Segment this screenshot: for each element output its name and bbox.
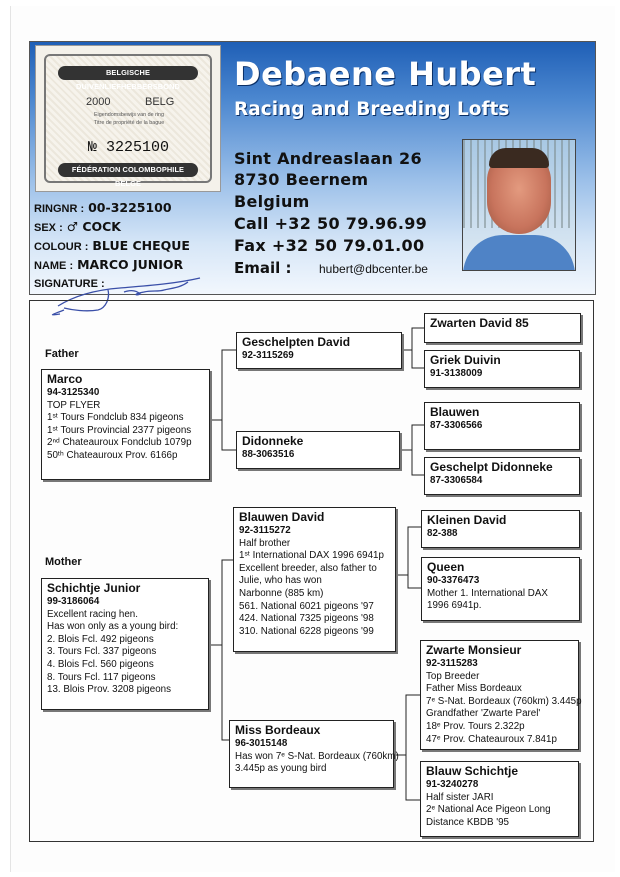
- mother-line: 8. Tours Fcl. 117 pigeons: [47, 671, 156, 683]
- mother-line: Has won only as a young bird:: [47, 621, 179, 633]
- mother-line: 3. Tours Fcl. 337 pigeons: [47, 646, 157, 658]
- certificate-year: 2000: [86, 96, 111, 108]
- ancestor-box-5: [421, 510, 580, 548]
- owner-name: Debaene Hubert: [234, 55, 537, 93]
- grandparent-mf-line: 1ˢᵗ International DAX 1996 6941p: [239, 550, 384, 562]
- certificate-bottom-banner: FÉDÉRATION COLOMBOPHILE BELGE: [58, 163, 198, 177]
- certificate-top-banner: BELGISCHE DUIVENLIEFHEBBERSBOND: [58, 66, 198, 80]
- grandparent-mm-box: [229, 720, 399, 788]
- ancestor-box-8: [420, 761, 579, 837]
- ancestor-name: Blauwen: [430, 405, 480, 419]
- ancestor-line: Half sister JARI: [426, 791, 494, 803]
- ancestor-name: Blauw Schichtje: [426, 764, 519, 778]
- mother-label: Mother: [45, 556, 82, 568]
- father-label: Father: [45, 348, 79, 360]
- father-line: 1ˢᵗ Tours Provincial 2377 pigeons: [47, 424, 192, 436]
- name-label: NAME :: [34, 260, 74, 272]
- father-line: TOP FLYER: [47, 399, 101, 411]
- grandparent-ff-ring: 92-3115269: [242, 350, 294, 361]
- ancestor-box-2: [424, 350, 580, 388]
- ancestor-ring: 87-3306584: [430, 475, 483, 486]
- grandparent-mf-line: Excellent breeder, also father to: [239, 562, 377, 574]
- connector-gp-fm: [400, 425, 424, 475]
- father-ring: 94-3125340: [47, 387, 100, 398]
- connector-father: [210, 350, 236, 450]
- signature-label: SIGNATURE :: [34, 278, 105, 290]
- ancestor-name: Zwarte Monsieur: [426, 643, 522, 657]
- ancestor-ring: 82-388: [427, 528, 458, 539]
- ancestor-name: Geschelpt Didonneke: [430, 460, 553, 474]
- certificate-subtitle-nl: Eigendomsbewijs van de ring: [93, 112, 165, 118]
- grandparent-mf-line: Half brother: [239, 537, 291, 549]
- grandparent-mm-ring: 96-3015148: [235, 738, 288, 749]
- ancestor-line: 2ᵉ National Ace Pigeon Long: [426, 804, 551, 816]
- father-line: 1ˢᵗ Tours Fondclub 834 pigeons: [47, 412, 184, 424]
- phone-number: Call +32 50 79.96.99: [234, 214, 428, 233]
- grandparent-mm-line: 3.445p as young bird: [235, 763, 327, 775]
- father-name: Marco: [47, 372, 83, 386]
- mother-line: 4. Blois Fcl. 560 pigeons: [47, 658, 154, 670]
- father-line: 50ᵗʰ Chateauroux Prov. 6166p: [47, 449, 178, 461]
- ancestor-line: 1996 6941p.: [427, 600, 482, 612]
- ancestor-ring: 87-3306566: [430, 420, 483, 431]
- ancestor-line: Mother 1. International DAX: [427, 587, 548, 599]
- grandparent-mf-line: 310. National 6228 pigeons '99: [239, 625, 374, 637]
- grandparent-mm-line: Has won 7ᵉ S-Nat. Bordeaux (760km): [235, 750, 399, 762]
- ancestor-line: 18ᵉ Prov. Tours 2.322p: [426, 720, 525, 732]
- ancestor-ring: 91-3138009: [430, 368, 483, 379]
- ancestor-box-3: [424, 402, 580, 450]
- connector-gp-mm: [394, 695, 420, 800]
- owner-subtitle: Racing and Breeding Lofts: [234, 99, 510, 120]
- ancestor-ring: 91-3240278: [426, 779, 479, 790]
- grandparent-mf-name: Blauwen David: [239, 510, 325, 524]
- grandparent-mf-line: Narbonne (885 km): [239, 587, 324, 599]
- ancestor-box-1: [424, 313, 581, 343]
- ancestor-name: Zwarten David 85: [430, 316, 529, 330]
- sex-value: COCK: [82, 219, 121, 234]
- ancestor-name: Queen: [427, 560, 465, 574]
- mother-ring: 99-3186064: [47, 596, 100, 607]
- ancestor-name: Kleinen David: [427, 513, 507, 527]
- ancestor-line: Father Miss Bordeaux: [426, 683, 522, 695]
- father-line: 2ⁿᵈ Chateauroux Fondclub 1079p: [47, 437, 192, 449]
- ancestor-box-4: [424, 457, 580, 495]
- mother-line: 13. Blois Prov. 3208 pigeons: [47, 684, 171, 696]
- ancestor-box-6: [421, 557, 580, 621]
- father-box: [41, 369, 210, 480]
- ring-number-value: 00-3225100: [88, 200, 172, 215]
- pigeon-name-value: MARCO JUNIOR: [77, 257, 184, 272]
- address-country: Belgium: [234, 192, 310, 211]
- sex-label: SEX :: [34, 222, 63, 234]
- grandparent-mf-box: [233, 507, 396, 652]
- mother-line: 2. Blois Fcl. 492 pigeons: [47, 633, 154, 645]
- certificate-number: № 3225100: [88, 139, 170, 156]
- grandparent-fm-ring: 88-3063516: [242, 449, 295, 460]
- connector-gp-mf: [396, 527, 421, 588]
- grandparent-mf-ring: 92-3115272: [239, 525, 291, 536]
- grandparent-fm-name: Didonneke: [242, 434, 304, 448]
- email-label: Email :: [234, 259, 292, 277]
- grandparent-mm-name: Miss Bordeaux: [235, 723, 321, 737]
- mother-line: Excellent racing hen.: [47, 608, 138, 620]
- ancestor-line: Grandfather 'Zwarte Parel': [426, 708, 541, 720]
- ancestor-name: Griek Duivin: [430, 353, 501, 367]
- certificate-country: BELG: [145, 96, 175, 108]
- mother-name: Schichtje Junior: [47, 581, 141, 595]
- ancestor-line: Top Breeder: [426, 670, 480, 682]
- ancestor-line: 47ᵉ Prov. Chateauroux 7.841p: [426, 733, 557, 745]
- colour-value: BLUE CHEQUE: [92, 238, 190, 253]
- ring-number-label: RINGNR :: [34, 203, 85, 215]
- ancestor-ring: 90-3376473: [427, 575, 480, 586]
- colour-label: COLOUR :: [34, 241, 89, 253]
- fax-number: Fax +32 50 79.01.00: [234, 236, 425, 255]
- connector-mother: [209, 560, 233, 740]
- connector-gp-ff: [402, 328, 424, 368]
- address-city: 8730 Beernem: [234, 170, 369, 189]
- address-street: Sint Andreaslaan 26: [234, 149, 422, 168]
- ancestor-ring: 92-3115283: [426, 658, 478, 669]
- ancestor-line: 7ᵉ S-Nat. Bordeaux (760km) 3.445p: [426, 695, 582, 707]
- certificate-subtitle-fr: Titre de propriété de la bague: [93, 120, 165, 126]
- male-symbol-icon: ♂: [66, 219, 78, 234]
- grandparent-mf-line: 424. National 7325 pigeons '98: [239, 613, 374, 625]
- ancestor-line: Distance KBDB '95: [426, 816, 510, 828]
- ancestor-box-7: [420, 640, 582, 750]
- grandparent-ff-name: Geschelpten David: [242, 335, 351, 349]
- grandparent-fm-box: [236, 431, 400, 469]
- grandparent-mf-line: 561. National 6021 pigeons '97: [239, 600, 374, 612]
- grandparent-mf-line: Julie, who has won: [239, 575, 322, 587]
- grandparent-ff-box: [236, 332, 402, 369]
- email-address[interactable]: hubert@dbcenter.be: [319, 262, 428, 276]
- mother-box: [41, 578, 209, 710]
